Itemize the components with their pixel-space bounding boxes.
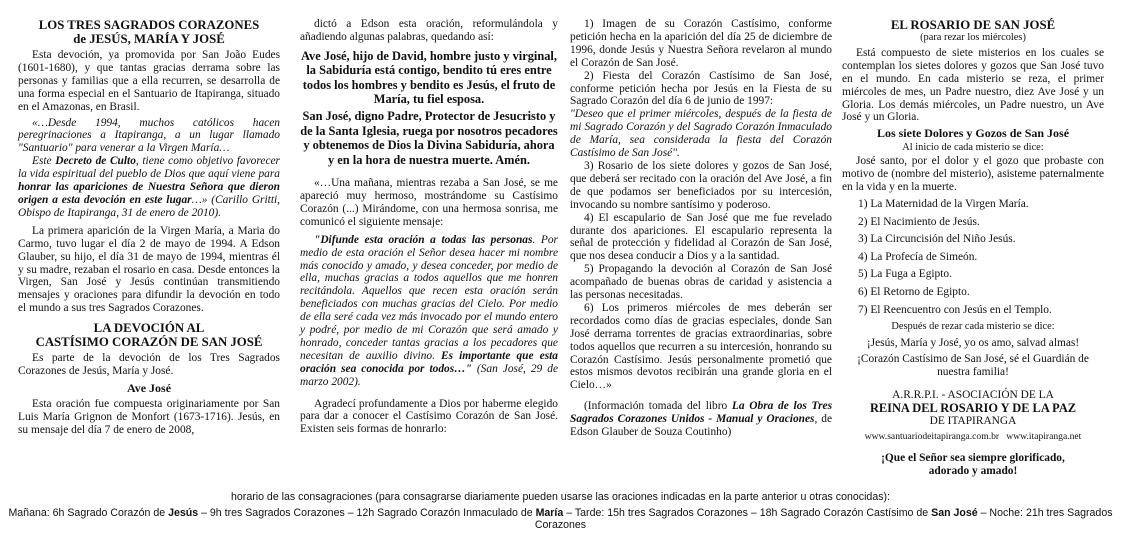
organization-line-3: DE ITAPIRANGA [929, 414, 1017, 427]
organization-line-1: A.R.R.P.I. - ASOCIACIÓN DE LA [892, 388, 1054, 401]
source-citation: (Información tomada del libro La Obra de los Tres Sagrados Corazones Unidos - Manual y Oraciones, de Edson Glauber de Souza Coutinho) [570, 400, 832, 439]
list-item: 4) El escapulario de San José que me fue revelado durante dos apariciones. El escapulario representa la señal de protección y fidelidad al Corazón de San José, que nos desea conducir a Dios y a la santidad. [570, 211, 832, 263]
list-item: 2) Fiesta del Corazón Castísimo de San José, conforme petición hecha por Jesús en la Fiesta de su Sagrado Corazón del día 6 de junio de 1997: [570, 69, 832, 108]
column-3 [570, 18, 832, 439]
paragraph: Esta devoción, ya promovida por San João Eudes (1601-1680), y que tantas gracias derrama sobre las personas y familias que a ella recurren, se desarrolla de una forma especial en el Santuario de Itapiranga, situado en el Amazonas, en Brasil. [18, 49, 280, 113]
website-link[interactable]: www.santuariodeitapiranga.com.br [864, 431, 1000, 443]
closing-line-2: adorado y amado! [928, 465, 1018, 478]
heading-seven-sorrows: Los siete Dolores y Gozos de San José [876, 126, 1070, 141]
list-item: 3) La Circuncisión del Niño Jesús. [858, 233, 1016, 246]
quote-paragraph: «…Desde 1994, muchos católicos hacen peregrinaciones a Itapiranga, a un lugar llamado "Santuario" para venerar a la Virgen María… [18, 116, 280, 155]
instruction-after: Después de rezar cada misterio se dice: [891, 321, 1055, 333]
title-line-2: de JESÚS, MARÍA Y JOSÉ [73, 32, 225, 46]
heading-ave-jose: Ave José [126, 380, 172, 395]
consecration-schedule: Mañana: 6h Sagrado Corazón de Jesús – 9h tres Sagrados Corazones – 12h Sagrado Corazón Inmaculado de María – Tarde: 15h tres Sagrados Corazones – 18h Sagrado Corazón Castísimo de San José – Noche: 21h tres Sagrados Corazones [8, 507, 1113, 531]
ejaculation-2: ¡Corazón Castísimo de San José, sé el Guardián de nuestra familia! [857, 352, 1089, 378]
list-item: 7) El Reencuentro con Jesús en el Templo. [858, 303, 1052, 316]
prayer-ave-jose: Ave José, hijo de David, hombre justo y virginal, la Sabiduría está contigo, bendito tú eres entre todos los hombres y bendito es Jesús, el fruto de María, tu fiel esposa. [301, 48, 557, 107]
prayer-san-jose: San José, digno Padre, Protector de Jesucristo y de la Santa Iglesia, ruega por nosotros pecadores y obtenemos de Dios la Divina Sabiduría, ahora y en la hora de nuestra muerte. Amén. [300, 109, 558, 167]
list-item: 5) Propagando la devoción al Corazón de San José acompañado de buenas obras de caridad y asistencia a las personas necesitadas. [570, 263, 832, 302]
quote-paragraph: "Deseo que el primer miércoles, después de la fiesta de mi Sagrado Corazón y del Sagrado Corazón Inmaculado de María, sea considerada la fiesta del Corazón Castísimo de San José". [570, 108, 832, 160]
list-item: 4) La Profecía de Simeón. [858, 250, 978, 263]
website-link[interactable]: www.itapiranga.net [1006, 431, 1082, 443]
list-item: 1) Imagen de su Corazón Castísimo, conforme petición hecha en la aparición del día 25 de diciembre de 1996, donde Jesús y Nuestra Señora revelaron al mundo el Corazón de San José. [570, 18, 832, 69]
consecration-schedule-intro: horario de las consagraciones (para consagrarse diariamente pueden usarse las oraciones indicadas en la parte anterior u otras conocidas): [231, 491, 890, 503]
list-item: 3) Rosario de los siete dolores y gozos de San José, que deberá ser recitado con la oración del Ave José, a fin de que podamos ser beneficiados por su intercesión, invocando su nombre santísimo y poderoso. [570, 159, 832, 211]
websites [842, 431, 1104, 444]
heading-devotion: LA DEVOCIÓN AL [93, 321, 205, 336]
paragraph: dictó a Edson esta oración, reformulándola y añadiendo algunas palabras, quedando así: [300, 18, 558, 43]
paragraph: José santo, por el dolor y el gozo que probaste con motivo de (nombre del misterio), asisteme paternalmente en la vida y en la muerte. [842, 155, 1104, 194]
rosary-title: EL ROSARIO DE SAN JOSÉ [890, 18, 1056, 32]
paragraph: Está compuesto de siete misterios en los cuales se contemplan los sietes dolores y gozos que San José tuvo en el mundo. En cada misterio se reza, el primer miércoles de mes, un Padre nuestro, diez Ave José y un Gloria. Los demás miércoles, un Padre nuestro, un Ave José y un Gloria. [842, 46, 1104, 124]
message-quote: "Difunde esta oración a todas las personas. Por medio de esta oración el Señor desea hacer mi nombre más conocido y amado, y desea conceder, por medio de ella, muchas gracias a todos aquellos que me honren recitándola. Aquellos que recen esta oración serán beneficiados con muchas gracias del Cielo. Por medio de ella seré cada vez más invocado por el mundo entero y podré, por medio de mi Corazón que será amado y honrado, conceder tantas gracias a los pecadores que necesitan de auxilio divino. Es importante que esta oración sea conocida por todos…" (San José, 29 de marzo 2002). [300, 233, 559, 388]
heading-chaste-heart: CASTÍSIMO CORAZÓN DE SAN JOSÉ [35, 335, 263, 350]
column-2 [300, 18, 558, 436]
decree-quote: Este Decreto de Culto, tiene como objetivo favorecer la vida espiritual del pueblo de Dios que aquí viene para honrar las apariciones de Nuestra Señora que dieron origen a esta devoción en este lugar…» (Carillo Gritti, Obispo de Itapiranga, 31 de enero de 2010). [18, 155, 280, 219]
paragraph: Agradecí profundamente a Dios por haberme elegido para dar a conocer el Castísimo Corazón de San José. Existen seis formas de honrarlo: [300, 397, 558, 436]
rosary-subtitle: (para rezar los miércoles) [920, 32, 1026, 43]
title-line-1: LOS TRES SAGRADOS CORAZONES [38, 18, 260, 32]
list-item: 2) El Nacimiento de Jesús. [858, 215, 980, 228]
paragraph: «…Una mañana, mientras rezaba a San José, se me apareció muy hermoso, mostrándome su Castísimo Corazón (...) Mirándome, con una hermosa sonrisa, me comunicó el siguiente mensaje: [300, 177, 558, 228]
list-item: 6) Los primeros miércoles de mes deberán ser recordados como días de gracias especiales, donde San José derrama torrentes de gracias extraordinarias, sobre todos aquellos que recurren a su intercesión, honrando su Corazón Castísimo. Jesús personalmente prometió que estos mismos devotos recibirán una grande gloria en el Cielo…» [570, 301, 832, 392]
list-item: 5) La Fuga a Egipto. [858, 268, 952, 281]
instruction-start: Al inicio de cada misterio se dice: [902, 142, 1044, 154]
list-item: 1) La Maternidad de la Virgen María. [858, 197, 1029, 210]
mysteries-list [842, 196, 1104, 319]
closing-line-1: ¡Que el Señor sea siempre glorificado, [881, 452, 1065, 465]
ejaculation-1: ¡Jesús, María y José, yo os amo, salvad almas! [866, 337, 1080, 350]
column-4 [842, 18, 1104, 478]
paragraph: La primera aparición de la Virgen María, a Maria do Carmo, tuvo lugar el día 2 de mayo de 1994. A Edson Glauber, su hijo, el día 31 de mayo de 1994, mientras él y su madre, rezaban el rosario en casa. Desde entonces la Virgen, San José y Jesús continúan transmitiendo mensajes y oraciones para difundir la devoción en todo el mundo a sus tres Sagrados Corazones. [18, 224, 280, 315]
paragraph: Es parte de la devoción de los Tres Sagrados Corazones de Jesús, María y José. [18, 352, 280, 378]
column-1 [18, 18, 280, 437]
paragraph: Esta oración fue compuesta originariamente por San Luis María Grignon de Monfort (1673-1716). Jesús, en su mensaje del día 7 de enero de 2008, [18, 397, 280, 436]
organization-line-2: REINA DEL ROSARIO Y DE LA PAZ [869, 400, 1077, 415]
list-item: 6) El Retorno de Egipto. [858, 285, 970, 298]
